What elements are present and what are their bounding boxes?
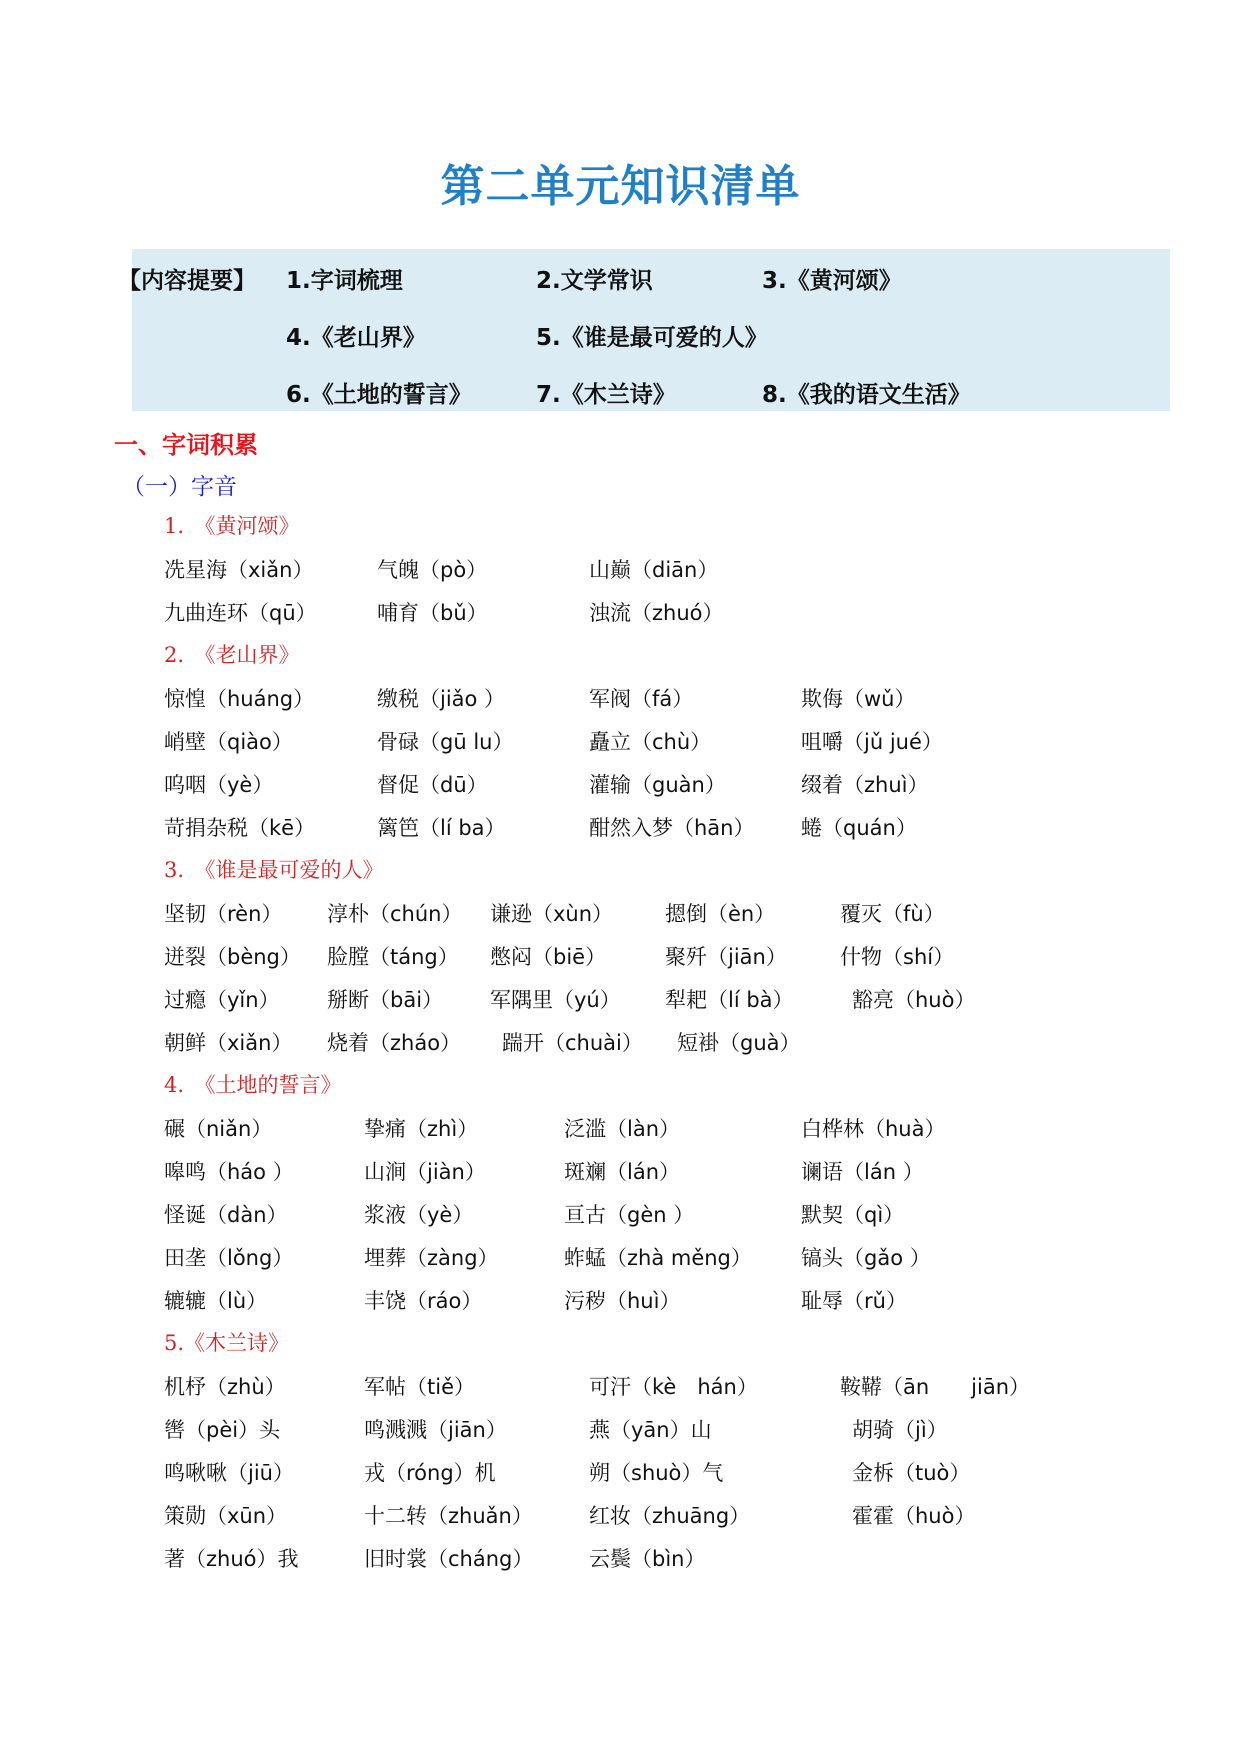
summary-item: 4.《老山界》 <box>286 325 426 351</box>
vocab-item: 缴税（jiǎo ） <box>377 687 506 711</box>
vocab-item: 默契（qì） <box>801 1203 905 1227</box>
vocab-item: 鸣啾啾（jiū） <box>164 1461 294 1485</box>
vocab-item: 缀着（zhuì） <box>801 773 929 797</box>
vocab-item: 军帖（tiě） <box>364 1375 475 1399</box>
vocab-item: 朝鲜（xiǎn） <box>164 1031 293 1055</box>
vocab-item: 聚歼（jiān） <box>665 945 787 969</box>
vocab-item: 泛滥（làn） <box>564 1117 681 1141</box>
vocab-item: 什物（shí） <box>840 945 955 969</box>
vocab-item: 浊流（zhuó） <box>589 601 724 625</box>
summary-item: 3.《黄河颂》 <box>762 268 902 294</box>
page-title: 第二单元知识清单 <box>440 161 801 212</box>
vocab-item: 著（zhuó）我 <box>164 1547 299 1571</box>
vocab-item: 过瘾（yǐn） <box>164 988 280 1012</box>
vocab-item: 挚痛（zhì） <box>364 1117 479 1141</box>
vocab-item: 山巅（diān） <box>589 558 719 582</box>
vocab-item: 军阀（fá） <box>589 687 694 711</box>
vocab-item: 覆灭（fù） <box>840 902 945 926</box>
section-heading: 一、字词积累 <box>114 431 258 459</box>
vocab-item: 矗立（chù） <box>589 730 712 754</box>
vocab-item: 胡骑（jì） <box>852 1418 948 1442</box>
vocab-item: 耻辱（rǔ） <box>801 1289 907 1313</box>
vocab-item: 金柝（tuò） <box>852 1461 971 1485</box>
vocab-item: 镐头（gǎo ） <box>801 1246 931 1270</box>
vocab-item: 豁亮（huò） <box>852 988 976 1012</box>
vocab-item: 碾（niǎn） <box>164 1117 273 1141</box>
vocab-item: 怪诞（dàn） <box>164 1203 288 1227</box>
group-title: 3. 《谁是最可爱的人》 <box>164 858 384 882</box>
vocab-item: 苛捐杂税（kē） <box>164 816 316 840</box>
vocab-item: 埋葬（zàng） <box>364 1246 499 1270</box>
group-title: 1. 《黄河颂》 <box>164 514 300 538</box>
vocab-item: 骨碌（gū lu） <box>377 730 514 754</box>
vocab-item: 浆液（yè） <box>364 1203 474 1227</box>
vocab-item: 霍霍（huò） <box>852 1504 976 1528</box>
summary-item: 5.《谁是最可爱的人》 <box>536 325 768 351</box>
vocab-item: 哺育（bǔ） <box>377 601 488 625</box>
vocab-item: 戎（róng）机 <box>364 1461 496 1485</box>
vocab-item: 掰断（bāi） <box>327 988 444 1012</box>
vocab-item: 督促（dū） <box>377 773 488 797</box>
vocab-item: 冼星海（xiǎn） <box>164 558 314 582</box>
vocab-item: 军隅里（yú） <box>490 988 621 1012</box>
vocab-item: 气魄（pò） <box>377 558 488 582</box>
vocab-item: 白桦林（huà） <box>801 1117 946 1141</box>
content-summary-box <box>118 249 1170 411</box>
vocab-item: 云鬓（bìn） <box>589 1547 706 1571</box>
vocab-item: 谦逊（xùn） <box>490 902 614 926</box>
vocab-item: 丰饶（ráo） <box>364 1289 483 1313</box>
vocab-item: 山涧（jiàn） <box>364 1160 486 1184</box>
vocab-item: 咀嚼（jǔ jué） <box>801 730 943 754</box>
sub-heading: （一）字音 <box>122 474 237 500</box>
group-title: 5.《木兰诗》 <box>164 1331 290 1355</box>
vocab-item: 污秽（huì） <box>564 1289 681 1313</box>
vocab-item: 辘辘（lù） <box>164 1289 268 1313</box>
vocab-item: 蚱蜢（zhà měng） <box>564 1246 752 1270</box>
vocab-item: 嗥鸣（háo ） <box>164 1160 294 1184</box>
vocab-item: 朔（shuò）气 <box>589 1461 724 1485</box>
vocab-item: 红妆（zhuāng） <box>589 1504 751 1528</box>
summary-item: 2.文学常识 <box>536 268 653 294</box>
vocab-item: 呜咽（yè） <box>164 773 274 797</box>
vocab-item: 惊惶（huáng） <box>164 687 315 711</box>
vocab-item: 犁耙（lí bà） <box>665 988 794 1012</box>
vocab-item: 鸣溅溅（jiān） <box>364 1418 507 1442</box>
vocab-item: 坚韧（rèn） <box>164 902 283 926</box>
vocab-item: 酣然入梦（hān） <box>589 816 755 840</box>
vocab-item: 篱笆（lí ba） <box>377 816 506 840</box>
vocab-item: 淳朴（chún） <box>327 902 463 926</box>
vocab-item: 蜷（quán） <box>801 816 917 840</box>
vocab-item: 踹开（chuài） <box>502 1031 643 1055</box>
vocab-item: 脸膛（táng） <box>327 945 459 969</box>
vocab-item: 斑斓（lán） <box>564 1160 681 1184</box>
vocab-item: 峭壁（qiào） <box>164 730 293 754</box>
vocab-item: 亘古（gèn ） <box>564 1203 695 1227</box>
vocab-item: 迸裂（bèng） <box>164 945 301 969</box>
vocab-item: 燕（yān）山 <box>589 1418 712 1442</box>
summary-item: 8.《我的语文生活》 <box>762 382 971 408</box>
vocab-item: 旧时裳（cháng） <box>364 1547 534 1571</box>
vocab-item: 憋闷（biē） <box>490 945 607 969</box>
summary-item: 1.字词梳理 <box>286 268 403 294</box>
summary-label: 【内容提要】 <box>118 268 256 294</box>
vocab-item: 九曲连环（qū） <box>164 601 317 625</box>
summary-item: 6.《土地的誓言》 <box>286 382 472 408</box>
vocab-item: 鞍鞯（ān jiān） <box>840 1375 1031 1399</box>
vocab-item: 辔（pèi）头 <box>164 1418 281 1442</box>
vocab-item: 机杼（zhù） <box>164 1375 286 1399</box>
vocab-item: 可汗（kè hán） <box>589 1375 758 1399</box>
vocab-item: 谰语（lán ） <box>801 1160 924 1184</box>
group-title: 2. 《老山界》 <box>164 643 300 667</box>
vocab-item: 策勋（xūn） <box>164 1504 288 1528</box>
vocab-item: 烧着（zháo） <box>327 1031 462 1055</box>
vocab-item: 田垄（lǒng） <box>164 1246 294 1270</box>
summary-item: 7.《木兰诗》 <box>536 382 676 408</box>
vocab-item: 欺侮（wǔ） <box>801 687 916 711</box>
vocab-item: 灌输（guàn） <box>589 773 726 797</box>
group-title: 4. 《土地的誓言》 <box>164 1073 342 1097</box>
vocab-item: 短褂（guà） <box>677 1031 801 1055</box>
vocab-item: 摁倒（èn） <box>665 902 776 926</box>
vocab-item: 十二转（zhuǎn） <box>364 1504 533 1528</box>
